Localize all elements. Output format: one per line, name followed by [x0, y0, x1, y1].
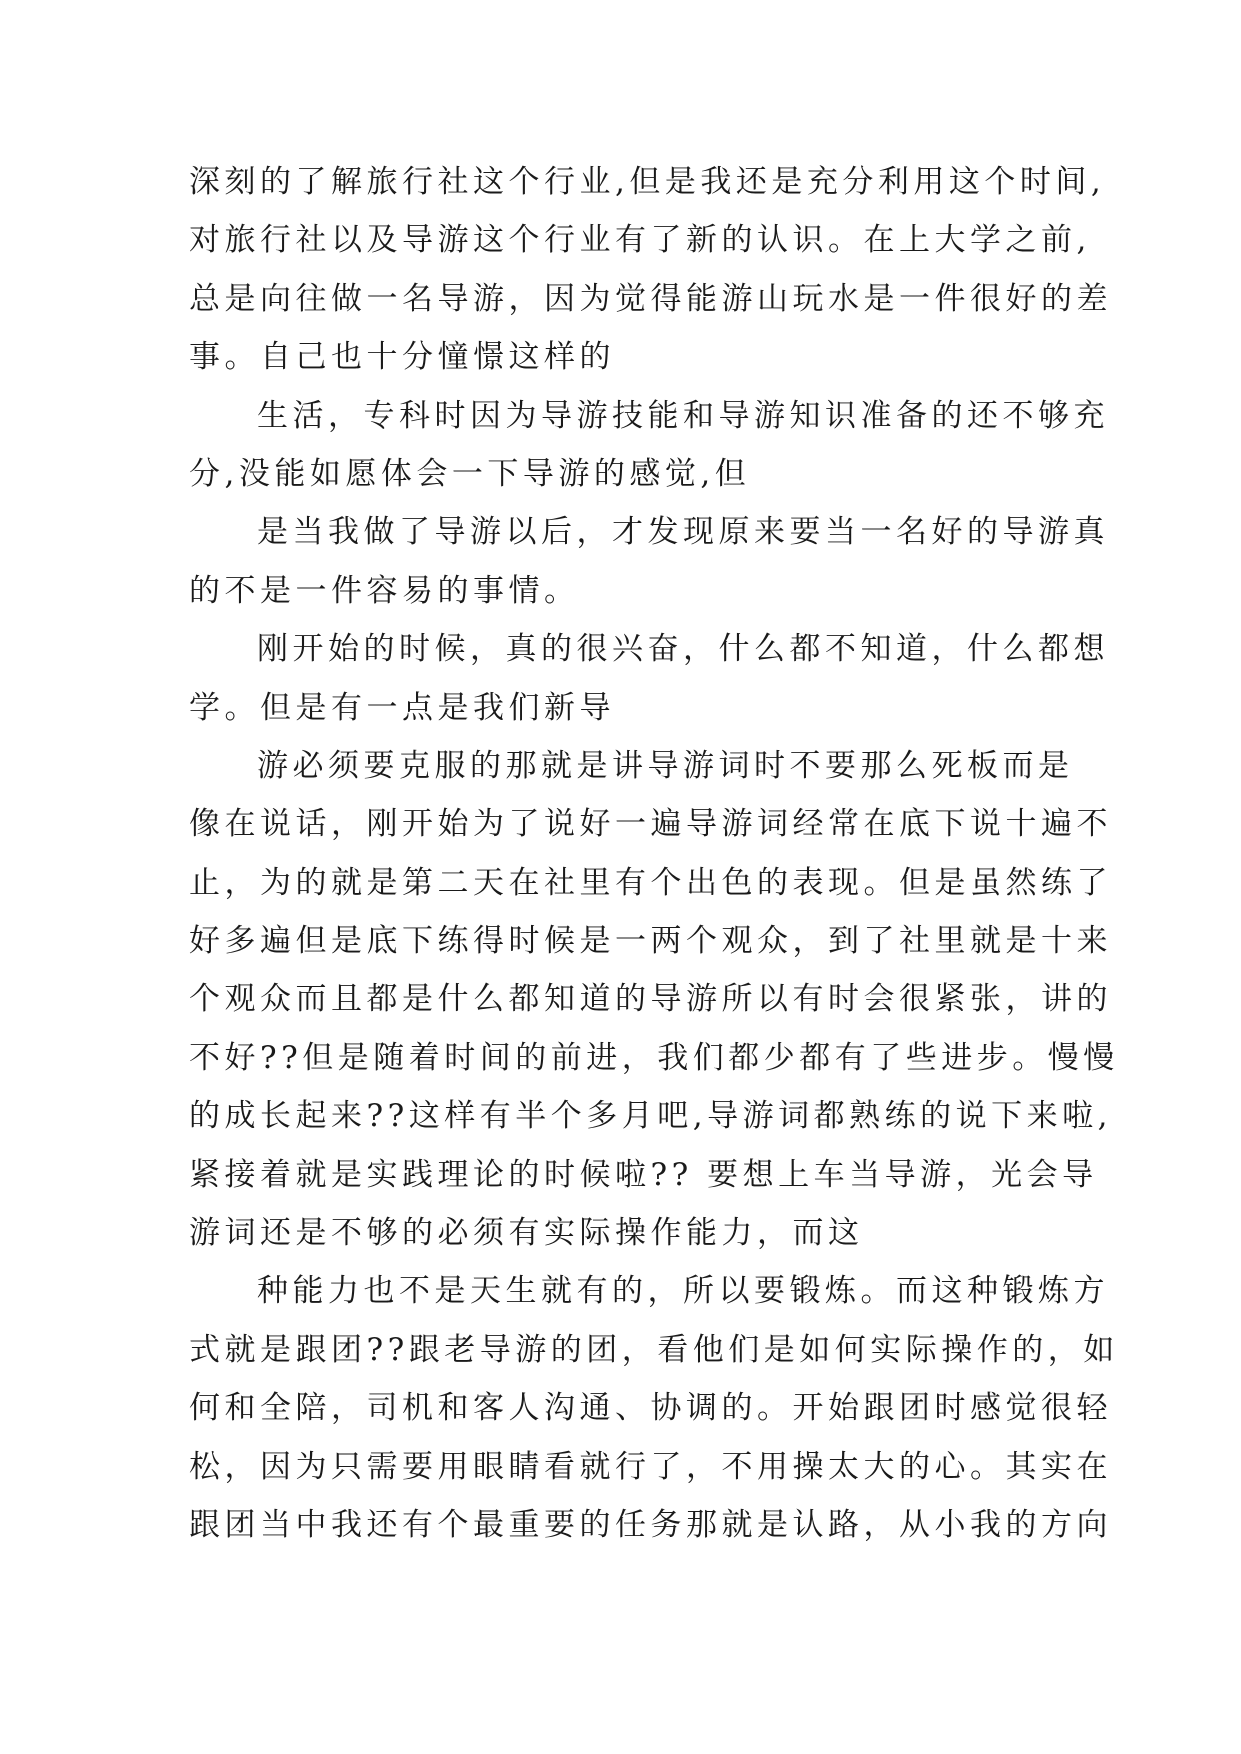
text-line: 不好??但是随着时间的前进，我们都少都有了些进步。慢慢 [189, 1039, 1119, 1076]
text-line: 跟团当中我还有个最重要的任务那就是认路，从小我的方向 [189, 1506, 1112, 1543]
text-line: 松，因为只需要用眼睛看就行了，不用操太大的心。其实在 [189, 1448, 1112, 1485]
text-line: 的成长起来??这样有半个多月吧,导游词都熟练的说下来啦, [189, 1098, 1112, 1135]
text-line: 分,没能如愿体会一下导游的感觉,但 [189, 455, 751, 492]
text-line: 止，为的就是第二天在社里有个出色的表现。但是虽然练了 [189, 864, 1112, 901]
text-line: 学。但是有一点是我们新导 [189, 689, 615, 726]
text-line: 种能力也不是天生就有的，所以要锻炼。而这种锻炼方 [257, 1273, 1109, 1310]
text-line: 游必须要克服的那就是讲导游词时不要那么死板而是 [257, 747, 1074, 784]
text-line: 紧接着就是实践理论的时候啦?? 要想上车当导游，光会导 [189, 1156, 1098, 1193]
text-line: 总是向往做一名导游，因为觉得能游山玩水是一件很好的差 [189, 280, 1112, 317]
text-line: 游词还是不够的必须有实际操作能力，而这 [189, 1215, 864, 1252]
text-line: 好多遍但是底下练得时候是一两个观众，到了社里就是十来 [189, 923, 1112, 960]
document-body [189, 153, 1119, 1554]
text-line: 深刻的了解旅行社这个行业,但是我还是充分利用这个时间, [189, 164, 1106, 200]
text-line: 刚开始的时候，真的很兴奋，什么都不知道，什么都想 [257, 631, 1109, 668]
text-line: 事。自己也十分憧憬这样的 [189, 339, 615, 376]
text-line: 对旅行社以及导游这个行业有了新的认识。在上大学之前, [189, 222, 1091, 259]
text-line: 是当我做了导游以后，才发现原来要当一名好的导游真 [257, 514, 1109, 551]
text-line: 个观众而且都是什么都知道的导游所以有时会很紧张，讲的 [189, 981, 1112, 1018]
text-line: 式就是跟团??跟老导游的团，看他们是如何实际操作的，如 [189, 1331, 1119, 1368]
text-line: 像在说话，刚开始为了说好一遍导游词经常在底下说十遍不 [189, 806, 1112, 843]
text-line: 何和全陪，司机和客人沟通、协调的。开始跟团时感觉很轻 [189, 1390, 1112, 1427]
text-line: 生活，专科时因为导游技能和导游知识准备的还不够充 [257, 397, 1109, 434]
text-line: 的不是一件容易的事情。 [189, 572, 580, 609]
